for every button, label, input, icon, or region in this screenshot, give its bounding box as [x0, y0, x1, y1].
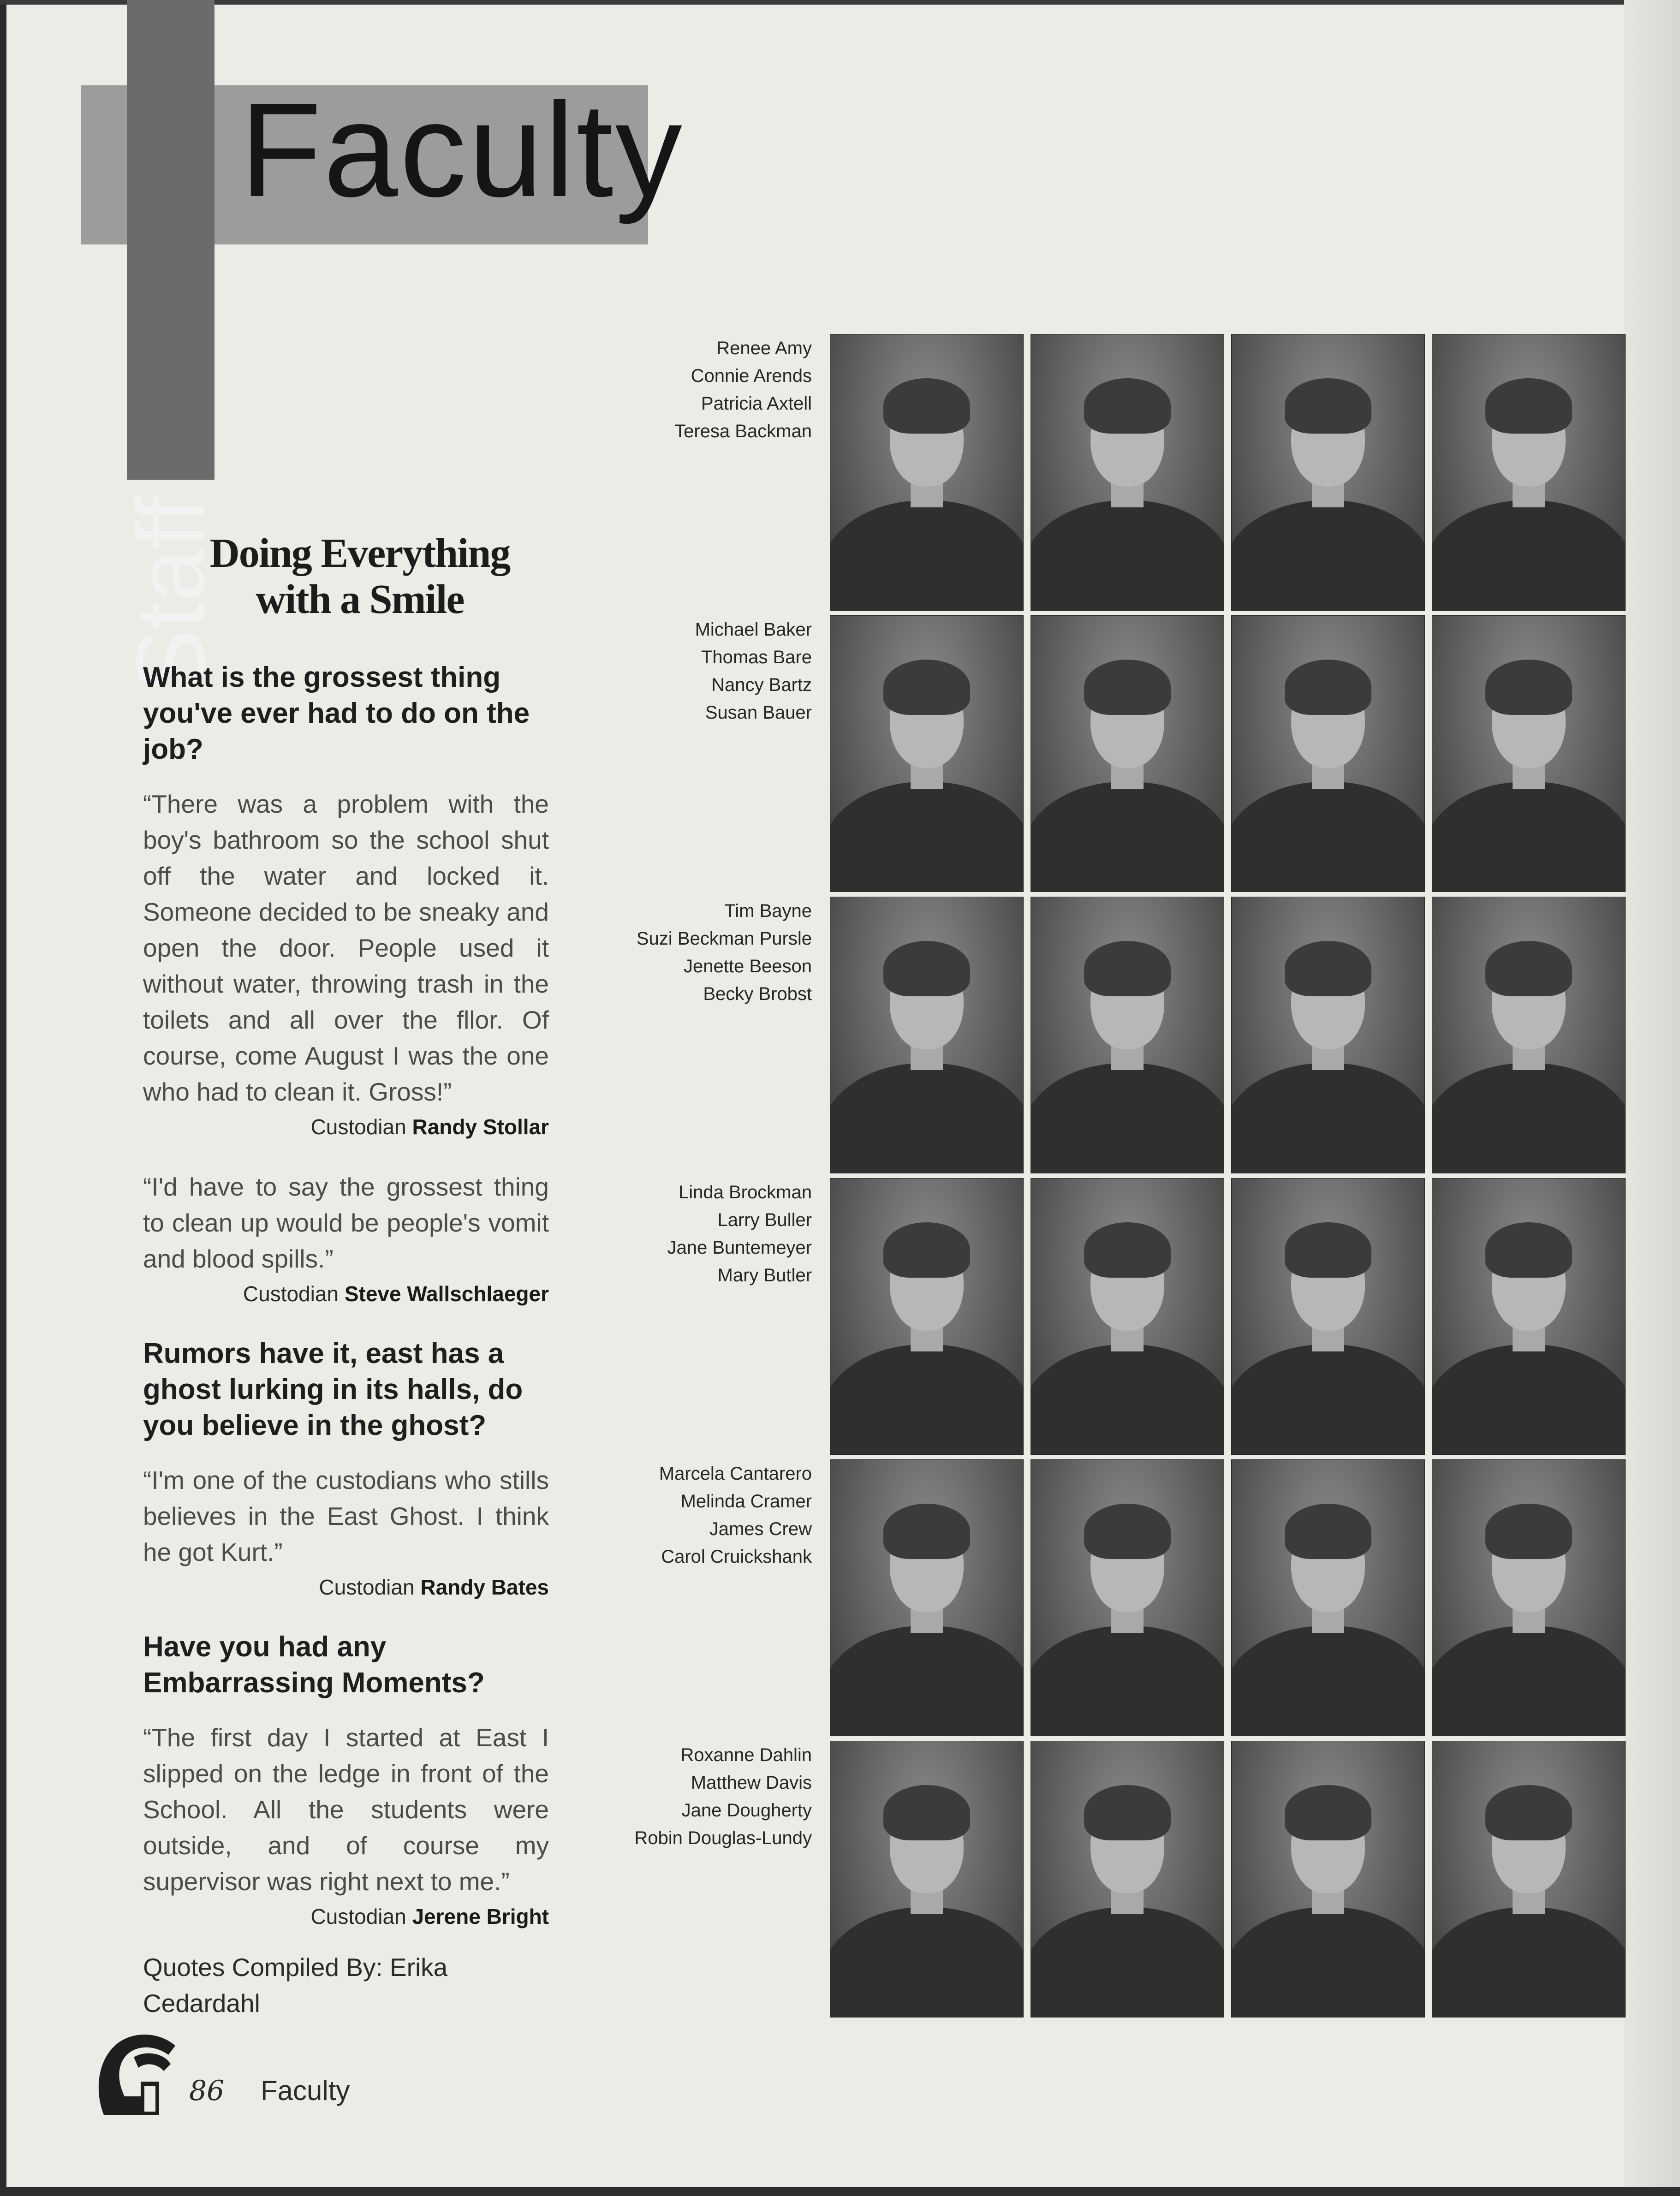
staff-portrait — [830, 1741, 1023, 2017]
staff-name: Thomas Bare — [701, 647, 812, 667]
quote-1: “There was a problem with the boy's bathroom so the school shut off the water and locked it. Someone decided to be sneaky and open the door. People used it without water, throwing trash in the toilets and all over the fllor. Of course, come August I was the one who had to clean it. Gross!” — [143, 790, 549, 1106]
name-list-row-4 — [614, 1178, 812, 1289]
page-binding-edge — [0, 0, 6, 2196]
staff-name: Robin Douglas-Lundy — [634, 1828, 812, 1848]
staff-name: Mary Butler — [717, 1265, 812, 1285]
staff-portrait — [1031, 897, 1224, 1173]
staff-name: Teresa Backman — [674, 421, 812, 441]
page-number: 86 — [189, 2075, 225, 2107]
quote-2: “I'd have to say the grossest thing to clean up would be people's vomit and blood spills.” — [143, 1172, 549, 1273]
staff-portrait — [1432, 1178, 1625, 1454]
name-list-row-3 — [614, 897, 812, 1008]
quote-credit: Custodian Jerene Bright — [310, 1904, 549, 1928]
story-column — [143, 530, 549, 2021]
staff-portrait — [1031, 334, 1224, 610]
name-list-row-6 — [614, 1741, 812, 1852]
quote-credit: Custodian Steve Wallschlaeger — [243, 1282, 549, 1306]
staff-name: Jane Buntemeyer — [667, 1238, 812, 1258]
staff-portrait — [1432, 1460, 1625, 1736]
staff-portrait — [1232, 334, 1424, 610]
staff-name: Jenette Beeson — [684, 956, 812, 976]
staff-portrait — [1232, 1178, 1424, 1454]
staff-portrait — [1232, 616, 1424, 892]
section-label: Staff — [116, 496, 225, 694]
footer-section-label: Faculty — [261, 2075, 350, 2106]
quote-credit: Custodian Randy Stollar — [310, 1115, 549, 1139]
staff-name: Suzi Beckman Pursle — [636, 928, 812, 949]
staff-portrait — [1031, 1460, 1224, 1736]
quote-4: “The first day I started at East I slipped on the ledge in front of the School. All the students were outside, and of course my supervisor was right next to me.” — [143, 1723, 549, 1896]
story-title: Doing Everything with a Smile — [209, 530, 510, 622]
staff-portrait — [1432, 897, 1625, 1173]
page-right-shadow — [1624, 0, 1680, 2196]
staff-name: James Crew — [709, 1519, 812, 1539]
staff-portrait — [1031, 1178, 1224, 1454]
staff-name: Becky Brobst — [703, 984, 812, 1004]
staff-name: Carol Cruickshank — [661, 1547, 812, 1567]
name-list-row-5 — [614, 1460, 812, 1571]
staff-portrait — [830, 616, 1023, 892]
staff-name: Connie Arends — [691, 366, 812, 386]
staff-portrait — [1232, 1460, 1424, 1736]
staff-portrait — [1232, 897, 1424, 1173]
quote-3: “I'm one of the custodians who stills believes in the East Ghost. I think he got Kurt.” — [143, 1466, 549, 1566]
staff-portrait — [830, 897, 1023, 1173]
staff-name: Melinda Cramer — [680, 1491, 812, 1512]
question-1: What is the grossest thing you've ever had to do on the job? — [143, 661, 530, 765]
staff-name: Larry Buller — [717, 1210, 812, 1230]
staff-name: Jane Dougherty — [681, 1800, 812, 1821]
name-list-row-2 — [614, 616, 812, 726]
staff-name: Tim Bayne — [724, 901, 812, 921]
quote-credit: Custodian Randy Bates — [319, 1575, 549, 1599]
question-2: Rumors have it, east has a ghost lurking in its halls, do you believe in the ghost? — [143, 1338, 523, 1441]
quotes-compiled-by: Quotes Compiled By: Erika Cedardahl — [143, 1953, 448, 2017]
staff-portrait — [1432, 334, 1625, 610]
name-list-row-1 — [614, 334, 812, 445]
staff-name: Renee Amy — [716, 338, 812, 358]
staff-name: Susan Bauer — [705, 702, 812, 723]
staff-portrait — [1031, 1741, 1224, 2017]
page-title: Faculty — [240, 75, 684, 225]
header-vertical-bar — [127, 0, 214, 480]
staff-name: Nancy Bartz — [711, 675, 812, 695]
spartan-helmet-icon — [90, 2027, 187, 2124]
staff-portrait — [1031, 616, 1224, 892]
staff-name: Matthew Davis — [691, 1773, 812, 1793]
question-3: Have you had any Embarrassing Moments? — [143, 1631, 485, 1699]
staff-portrait — [830, 334, 1023, 610]
staff-name: Marcela Cantarero — [659, 1464, 812, 1484]
staff-portrait — [1432, 1741, 1625, 2017]
page-bottom-edge — [0, 2187, 1680, 2196]
staff-name: Patricia Axtell — [701, 393, 812, 414]
staff-name: Linda Brockman — [678, 1182, 812, 1202]
staff-portrait — [1232, 1741, 1424, 2017]
staff-name: Michael Baker — [695, 619, 812, 640]
staff-portrait — [1432, 616, 1625, 892]
staff-portrait — [830, 1460, 1023, 1736]
page-top-edge — [0, 0, 1680, 5]
staff-portrait — [830, 1178, 1023, 1454]
staff-name: Roxanne Dahlin — [680, 1745, 812, 1765]
